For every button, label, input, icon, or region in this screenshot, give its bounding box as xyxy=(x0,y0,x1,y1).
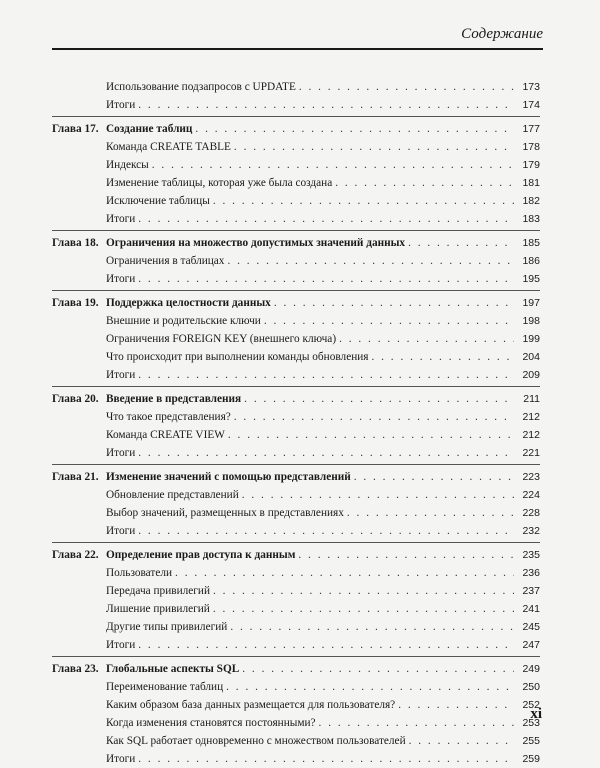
toc-entry-row xyxy=(52,348,540,366)
dot-leader xyxy=(372,348,515,366)
section-title: Передача привилегий xyxy=(106,585,211,597)
toc-entry-row xyxy=(52,714,540,732)
toc-chapter-row xyxy=(52,546,540,564)
page-number: 252 xyxy=(522,699,540,711)
toc-entry-row xyxy=(52,732,540,750)
toc-entry-row xyxy=(52,678,540,696)
page-number: 249 xyxy=(522,663,540,675)
page-number: 212 xyxy=(522,429,540,441)
toc-chapter-row xyxy=(52,294,540,312)
dot-leader xyxy=(299,78,514,96)
chapter-title: Изменение значений с помощью представлений xyxy=(106,471,351,483)
page-number: 253 xyxy=(522,717,540,729)
dot-leader xyxy=(195,120,514,138)
dot-leader xyxy=(138,96,514,114)
section-title: Другие типы привилегий xyxy=(106,621,228,633)
page-number: 177 xyxy=(522,123,540,135)
page-number: 204 xyxy=(522,351,540,363)
toc-entry-row xyxy=(52,618,540,636)
dot-leader xyxy=(213,582,514,600)
page-number: 245 xyxy=(522,621,540,633)
toc-entry-row xyxy=(52,750,540,768)
section-title: Использование подзапросов с UPDATE xyxy=(106,81,296,93)
toc-entry-row xyxy=(52,138,540,156)
page-number: 186 xyxy=(522,255,540,267)
section-title: Когда изменения становятся постоянными? xyxy=(106,717,316,729)
dot-leader xyxy=(319,714,514,732)
toc-entry-row xyxy=(52,330,540,348)
toc-entry-row xyxy=(52,270,540,288)
toc-chapter-row xyxy=(52,468,540,486)
chapter-title: Определение прав доступа к данным xyxy=(106,549,296,561)
table-of-contents xyxy=(52,78,540,768)
section-title: Ограничения в таблицах xyxy=(106,255,225,267)
section-title: Что такое представления? xyxy=(106,411,231,423)
toc-chapter-row xyxy=(52,234,540,252)
toc-entry-row xyxy=(52,522,540,540)
dot-leader xyxy=(264,312,514,330)
section-title: Итоги xyxy=(106,639,136,651)
dot-leader xyxy=(354,468,514,486)
toc-entry-row xyxy=(52,444,540,462)
dot-leader xyxy=(213,600,514,618)
page-number: 223 xyxy=(522,471,540,483)
dot-leader xyxy=(339,330,514,348)
chapter-number: Глава 17. xyxy=(52,123,99,135)
toc-entry-row xyxy=(52,600,540,618)
chapter-number: Глава 23. xyxy=(52,663,99,675)
section-title: Итоги xyxy=(106,369,136,381)
toc-entry-row xyxy=(52,366,540,384)
page-number: 197 xyxy=(522,297,540,309)
toc-entry-row xyxy=(52,582,540,600)
page-number: 259 xyxy=(522,753,540,765)
section-title: Изменение таблицы, которая уже была создана xyxy=(106,177,333,189)
running-header xyxy=(52,22,543,50)
page-number: 241 xyxy=(522,603,540,615)
section-title: Выбор значений, размещенных в представлениях xyxy=(106,507,344,519)
section-title: Внешние и родительские ключи xyxy=(106,315,261,327)
page-number: 232 xyxy=(522,525,540,537)
toc-entry-row xyxy=(52,156,540,174)
section-title: Индексы xyxy=(106,159,149,171)
toc-chapter-row xyxy=(52,120,540,138)
header-title: Содержание xyxy=(461,26,543,42)
page-number: 209 xyxy=(522,369,540,381)
page-number: 198 xyxy=(522,315,540,327)
page-number: 185 xyxy=(522,237,540,249)
section-title: Ограничения FOREIGN KEY (внешнего ключа) xyxy=(106,333,337,345)
page-number: 224 xyxy=(522,489,540,501)
chapter-title: Создание таблиц xyxy=(106,123,193,135)
dot-leader xyxy=(138,270,514,288)
section-title: Итоги xyxy=(106,447,136,459)
dot-leader xyxy=(242,486,514,504)
section-title: Итоги xyxy=(106,753,136,765)
page-folio: xi xyxy=(530,706,542,722)
section-title: Как SQL работает одновременно с множеством пользователей xyxy=(106,735,406,747)
toc-entry-row xyxy=(52,312,540,330)
section-title: Обновление представлений xyxy=(106,489,239,501)
section-title: Что происходит при выполнении команды обновления xyxy=(106,351,369,363)
toc-entry-row xyxy=(52,564,540,582)
section-title: Итоги xyxy=(106,213,136,225)
chapter-number: Глава 21. xyxy=(52,471,99,483)
dot-leader xyxy=(138,366,514,384)
dot-leader xyxy=(244,390,514,408)
dot-leader xyxy=(335,174,514,192)
chapter-title: Глобальные аспекты SQL xyxy=(106,663,240,675)
page-number: 221 xyxy=(522,447,540,459)
section-title: Исключение таблицы xyxy=(106,195,210,207)
chapter-divider xyxy=(52,116,540,117)
page-number: 237 xyxy=(522,585,540,597)
section-title: Итоги xyxy=(106,99,136,111)
dot-leader xyxy=(409,732,514,750)
chapter-divider xyxy=(52,656,540,657)
section-title: Каким образом база данных размещается для пользователя? xyxy=(106,699,396,711)
toc-entry-row xyxy=(52,426,540,444)
chapter-number: Глава 22. xyxy=(52,549,99,561)
dot-leader xyxy=(234,138,514,156)
dot-leader xyxy=(175,564,514,582)
toc-chapter-row xyxy=(52,660,540,678)
page-number: 179 xyxy=(522,159,540,171)
chapter-number: Глава 18. xyxy=(52,237,99,249)
toc-entry-row xyxy=(52,210,540,228)
dot-leader xyxy=(398,696,514,714)
chapter-divider xyxy=(52,464,540,465)
toc-entry-row xyxy=(52,504,540,522)
page-number: 199 xyxy=(522,333,540,345)
page-number: 212 xyxy=(522,411,540,423)
chapter-title: Поддержка целостности данных xyxy=(106,297,271,309)
chapter-divider xyxy=(52,542,540,543)
chapter-number: Глава 20. xyxy=(52,393,99,405)
toc-entry-row xyxy=(52,408,540,426)
chapter-divider xyxy=(52,230,540,231)
dot-leader xyxy=(242,660,514,678)
dot-leader xyxy=(138,750,514,768)
dot-leader xyxy=(227,252,514,270)
page-number: 183 xyxy=(522,213,540,225)
toc-entry-row xyxy=(52,252,540,270)
toc-entry-row xyxy=(52,174,540,192)
dot-leader xyxy=(274,294,514,312)
chapter-title: Введение в представления xyxy=(106,393,242,405)
toc-entry-row xyxy=(52,78,540,96)
page-number: 228 xyxy=(522,507,540,519)
page-number: 211 xyxy=(523,393,540,405)
page-number: 235 xyxy=(522,549,540,561)
section-title: Переименование таблиц xyxy=(106,681,224,693)
section-title: Лишение привилегий xyxy=(106,603,210,615)
dot-leader xyxy=(298,546,514,564)
page-number: 236 xyxy=(522,567,540,579)
toc-entry-row xyxy=(52,486,540,504)
dot-leader xyxy=(228,426,514,444)
dot-leader xyxy=(213,192,514,210)
dot-leader xyxy=(138,444,514,462)
dot-leader xyxy=(347,504,514,522)
dot-leader xyxy=(408,234,514,252)
page-number: 250 xyxy=(522,681,540,693)
page-number: 174 xyxy=(522,99,540,111)
section-title: Пользователи xyxy=(106,567,173,579)
page-number: 195 xyxy=(522,273,540,285)
chapter-title: Ограничения на множество допустимых значений данных xyxy=(106,237,406,249)
dot-leader xyxy=(138,636,514,654)
page-number: 247 xyxy=(522,639,540,651)
dot-leader xyxy=(138,522,514,540)
page-number: 255 xyxy=(522,735,540,747)
toc-entry-row xyxy=(52,192,540,210)
toc-entry-row xyxy=(52,696,540,714)
page-number: 173 xyxy=(522,81,540,93)
dot-leader xyxy=(138,210,514,228)
section-title: Итоги xyxy=(106,273,136,285)
page-number: 178 xyxy=(522,141,540,153)
section-title: Команда CREATE TABLE xyxy=(106,141,231,153)
dot-leader xyxy=(230,618,514,636)
chapter-divider xyxy=(52,290,540,291)
page-number: 181 xyxy=(522,177,540,189)
chapter-divider xyxy=(52,386,540,387)
page-number: 182 xyxy=(522,195,540,207)
chapter-number: Глава 19. xyxy=(52,297,99,309)
dot-leader xyxy=(226,678,514,696)
section-title: Итоги xyxy=(106,525,136,537)
toc-entry-row xyxy=(52,96,540,114)
dot-leader xyxy=(152,156,514,174)
dot-leader xyxy=(234,408,514,426)
toc-entry-row xyxy=(52,636,540,654)
toc-chapter-row xyxy=(52,390,540,408)
section-title: Команда CREATE VIEW xyxy=(106,429,225,441)
